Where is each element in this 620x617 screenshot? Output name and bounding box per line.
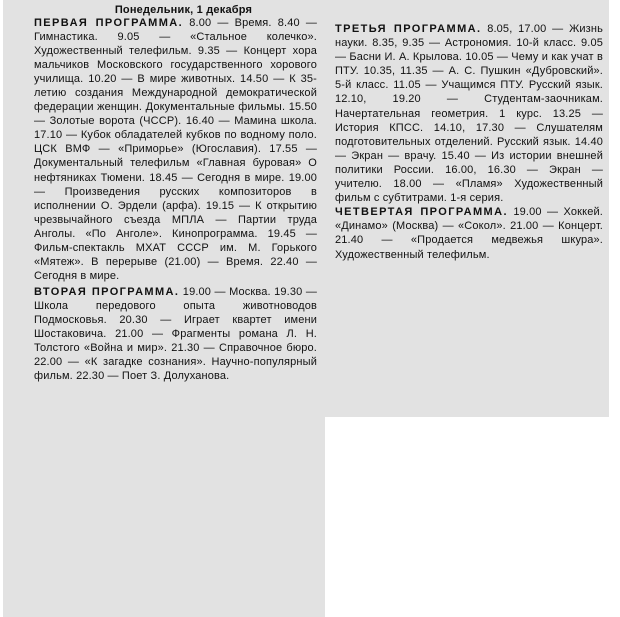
first-program-body: 8.00 — Время. 8.40 — Гимнастика. 9.05 — «Стальное колечко». Художественный телефильм. 9.35 — Концерт хора мальчиков Московского государственного хорового училища. 10.20 — В мире животных. 14.50 — К 35-летию создания Международной демократической федерации женщин. Документальные фильмы. 15.50 — Золотые ворота (ЧССР). 16.40 — Мамина школа. 17.10 — Кубок обладателей кубков по водному поло. ЦСК ВМФ — «Приморье» (Югославия). 17.55 — Документальный телефильм «Главная буровая» О нефтяниках Тюмени. 18.45 — Сегодня в мире. 19.00 — Произведения русских композиторов в исполнении О. Эрдели (арфа). 19.15 — К открытию чрезвычайного съезда МПЛА — Партии труда Анголы. «По Анголе». Кинопрограмма. 19.45 — Фильм-спектакль МХАТ СССР им. М. Горького «Мятеж». В перерыве (21.00) — Время. 22.40 — Сегодня в мире.: [34, 17, 317, 282]
fourth-program-title: ЧЕТВЕРТАЯ ПРОГРАММА.: [335, 206, 508, 219]
first-program-title: ПЕРВАЯ ПРОГРАММА.: [34, 17, 184, 29]
fourth-program-body: 19.00 — Хоккей. «Динамо» (Москва) — «Сокол». 21.00 — Концерт. 21.40 — «Продается медвежья шкура». Художественный телефильм.: [335, 206, 603, 261]
clipping-left-column: [3, 0, 325, 617]
third-program-title: ТРЕТЬЯ ПРОГРАММА.: [335, 23, 482, 35]
third-program-body: 8.05, 17.00 — Жизнь науки. 8.35, 9.35 — Астрономия. 10-й класс. 9.05 — Басни И. А. Крылова. 10.05 — Чему и как учат в ПТУ. 10.35, 11.35 — А. С. Пушкин «Дубровский». 5-й класс. 11.05 — Учащимся ПТУ. Русский язык. 12.10, 19.20 — Студентам-заочникам. Начертательная геометрия. 1 курс. 13.25 — История КПСС. 14.10, 17.30 — Слушателям подготовительных отделений. Русский язык. 14.40 — Экран — врачу. 15.40 — Из истории внешней политики России. 16.00, 16.30 — Экран — учителю. 18.00 — «Пламя» Художественный фильм с субтитрами. 1-я серия.: [335, 23, 603, 205]
second-program-body: 19.00 — Москва. 19.30 — Школа передового опыта животноводов Подмосковья. 20.30 — Играет квартет имени Шостаковича. 21.00 — Фрагменты романа Л. Н. Толстого «Война и мир». 21.30 — Справочное бюро. 22.00 — «К загадке сознания». Научно-популярный фильм. 22.30 — Поет З. Долуханова.: [34, 285, 318, 383]
second-program: [34, 285, 317, 383]
third-program: [335, 22, 603, 205]
first-program: [34, 16, 317, 283]
day-heading: Понедельник, 1 декабря: [114, 4, 253, 16]
fourth-program: [335, 205, 603, 261]
clipping-right-column: [325, 0, 609, 417]
second-program-title: ВТОРАЯ ПРОГРАММА.: [34, 285, 180, 298]
